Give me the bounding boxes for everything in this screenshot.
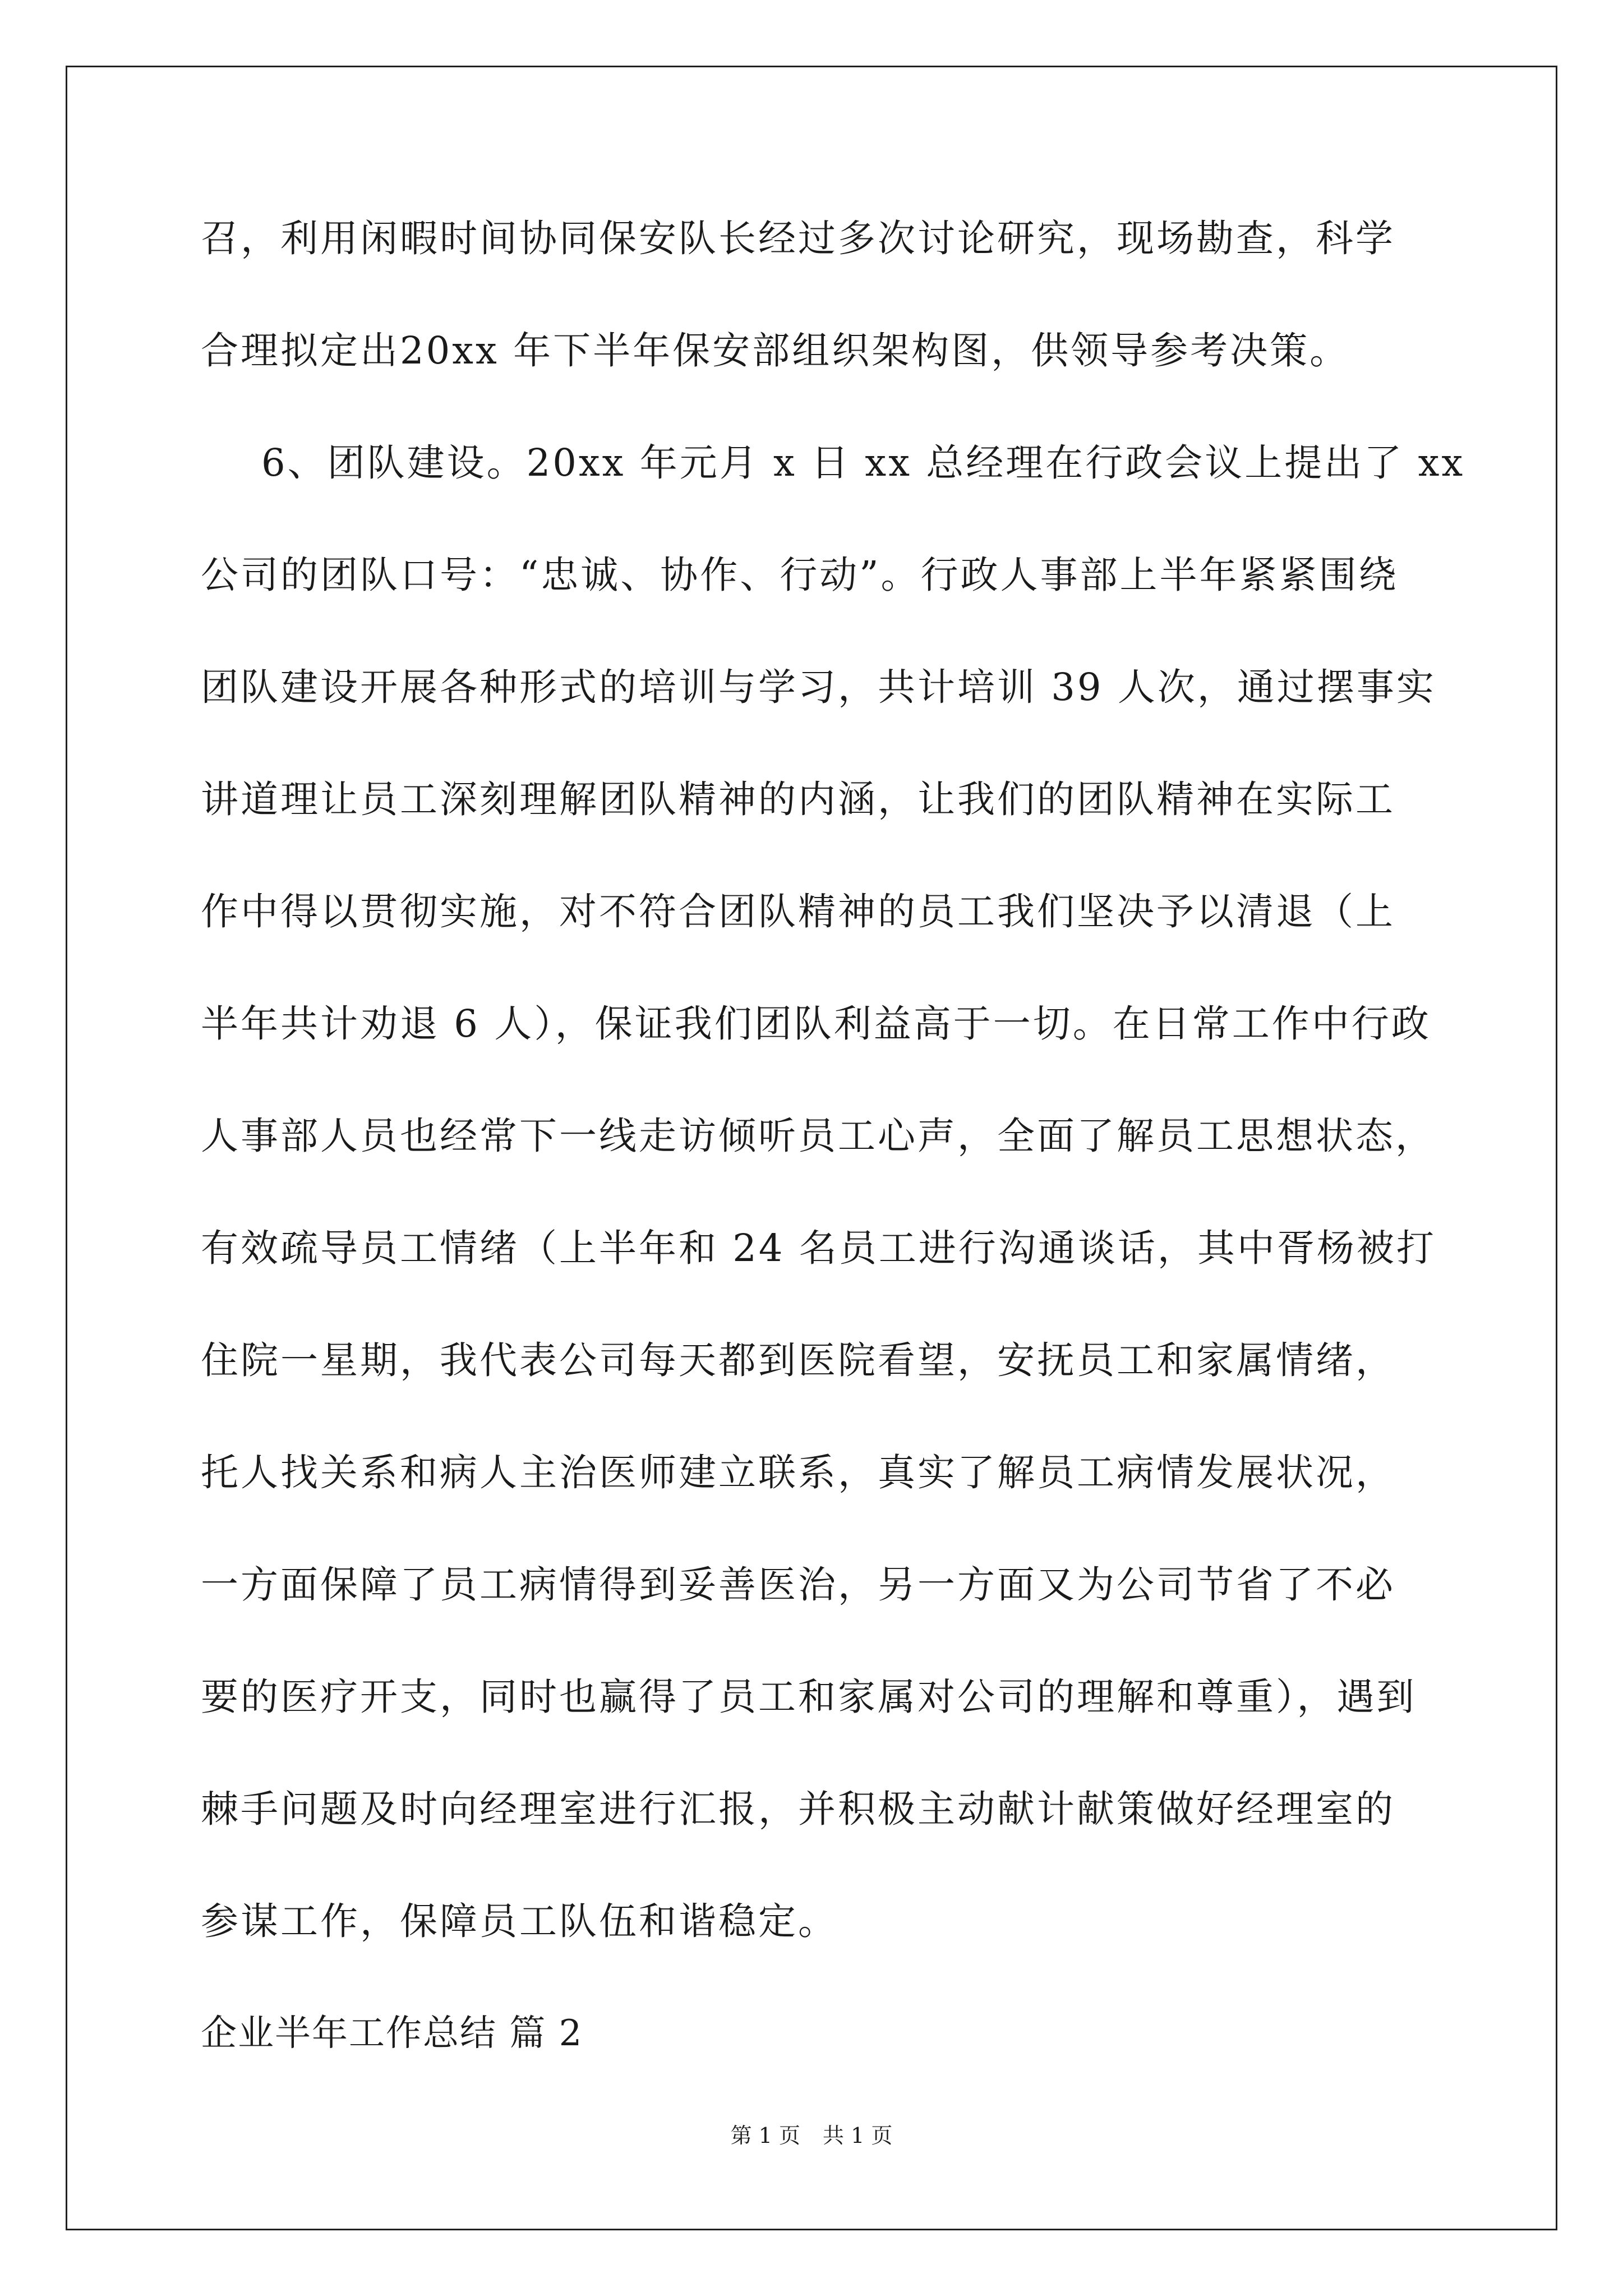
paragraph-line: 托人找关系和病人主治医师建立联系，真实了解员工病情发展状况， <box>201 1451 1395 1494</box>
page-footer <box>0 2122 1623 2150</box>
paragraph-line: 要的医疗开支，同时也赢得了员工和家属对公司的理解和尊重），遇到 <box>201 1675 1417 1719</box>
paragraph-line: 作中得以贯彻实施，对不符合团队精神的员工我们坚决予以清退（上 <box>201 890 1395 933</box>
paragraph-line: 一方面保障了员工病情得到妥善医治，另一方面又为公司节省了不必 <box>201 1563 1395 1607</box>
paragraph-line: 合理拟定出20xx 年下半年保安部组织架构图，供领导参考决策。 <box>201 329 1350 372</box>
page-number-current: 第 1 页 <box>730 2123 800 2148</box>
section-heading: 企业半年工作总结 篇 2 <box>201 2013 583 2054</box>
paragraph-line: 参谋工作，保障员工队伍和谐稳定。 <box>201 1899 838 1943</box>
paragraph-line: 召，利用闲暇时间协同保安队长经过多次讨论研究，现场勘查，科学 <box>201 217 1395 260</box>
paragraph-line: 人事部人员也经常下一线走访倾听员工心声，全面了解员工思想状态， <box>201 1114 1435 1158</box>
paragraph-line: 有效疏导员工情绪（上半年和 24 名员工进行沟通谈话，其中胥杨被打 <box>201 1226 1436 1270</box>
paragraph-line: 公司的团队口号：“忠诚、协作、行动”。行政人事部上半年紧紧围绕 <box>201 553 1399 597</box>
paragraph-line: 讲道理让员工深刻理解团队精神的内涵，让我们的团队精神在实际工 <box>201 777 1395 821</box>
paragraph-line: 半年共计劝退 6 人），保证我们团队利益高于一切。在日常工作中行政 <box>201 1002 1431 1046</box>
paragraph-line: 棘手问题及时向经理室进行汇报，并积极主动献计献策做好经理室的 <box>201 1787 1395 1831</box>
paragraph-line: 6、团队建设。20xx 年元月 x 日 xx 总经理在行政会议上提出了 xx <box>261 441 1465 485</box>
paragraph-line: 住院一星期，我代表公司每天都到医院看望，安抚员工和家属情绪， <box>201 1338 1395 1382</box>
paragraph-line: 团队建设开展各种形式的培训与学习，共计培训 39 人次，通过摆事实 <box>201 665 1436 709</box>
page-number-total: 共 1 页 <box>823 2123 893 2148</box>
